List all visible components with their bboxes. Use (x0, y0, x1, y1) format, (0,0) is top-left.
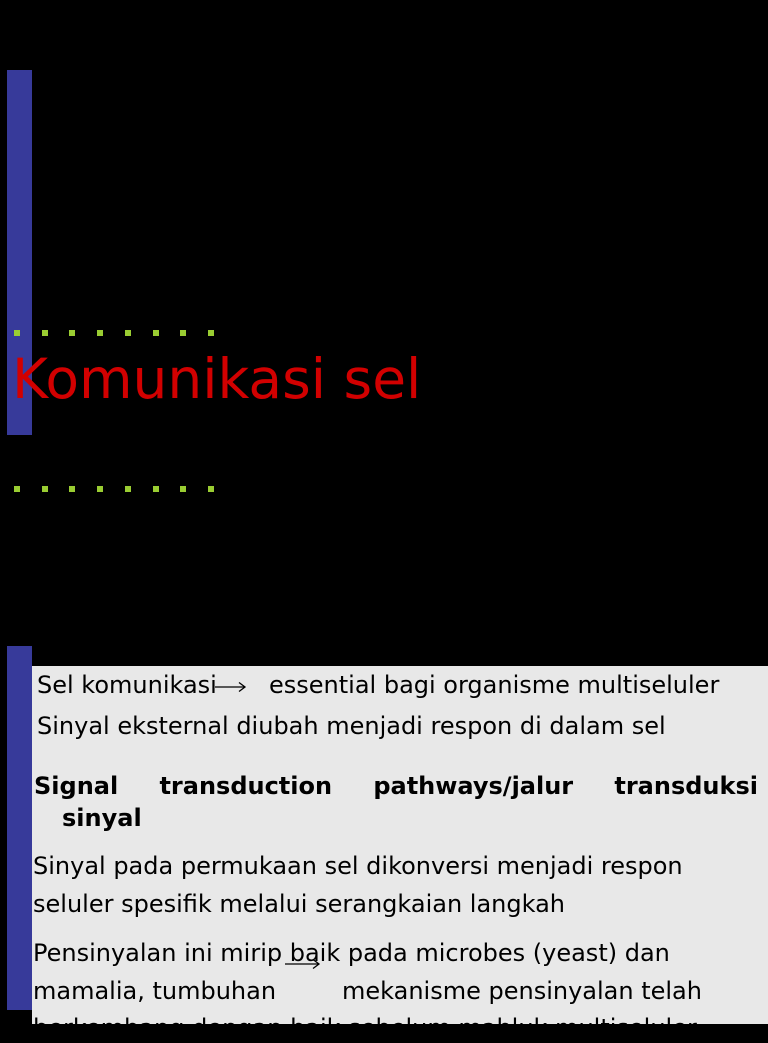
paragraph-2-line-1: Pensinyalan ini mirip baik pada microbes (yeast) dan (33, 939, 670, 967)
paragraph-1-line-1: Sinyal pada permukaan sel dikonversi menjadi respon (33, 852, 683, 880)
right-arrow-icon (215, 681, 247, 693)
right-arrow-icon (285, 958, 321, 970)
heading-word: transduction (159, 772, 333, 800)
dotted-divider-bottom (14, 485, 214, 493)
accent-bar-bottom (7, 646, 32, 1010)
paragraph-2-line-3: berkembang dengan baik sebelum mahluk multiseluler (33, 1014, 697, 1042)
heading-word: Signal (34, 772, 119, 800)
slide-title: Komunikasi sel (12, 347, 422, 411)
paragraph-1-line-2: seluler spesifik melalui serangkaian langkah (33, 890, 565, 918)
content-panel (32, 666, 768, 1042)
section-heading-line-1 (34, 772, 758, 801)
paragraph-2-line-2-start: mamalia, tumbuhan (33, 977, 277, 1005)
dotted-divider-top (14, 329, 214, 337)
heading-word: transduksi (614, 772, 758, 800)
heading-word: pathways/jalur (373, 772, 574, 800)
paragraph-2-line-2-end: mekanisme pensinyalan telah (342, 977, 702, 1005)
section-heading-line-2: sinyal (62, 804, 142, 832)
bullet-line-2: Sinyal eksternal diubah menjadi respon di dalam sel (37, 712, 666, 740)
bullet-line-1-end: essential bagi organisme multiseluler (269, 671, 720, 699)
bullet-line-1-start: Sel komunikasi (37, 671, 217, 699)
